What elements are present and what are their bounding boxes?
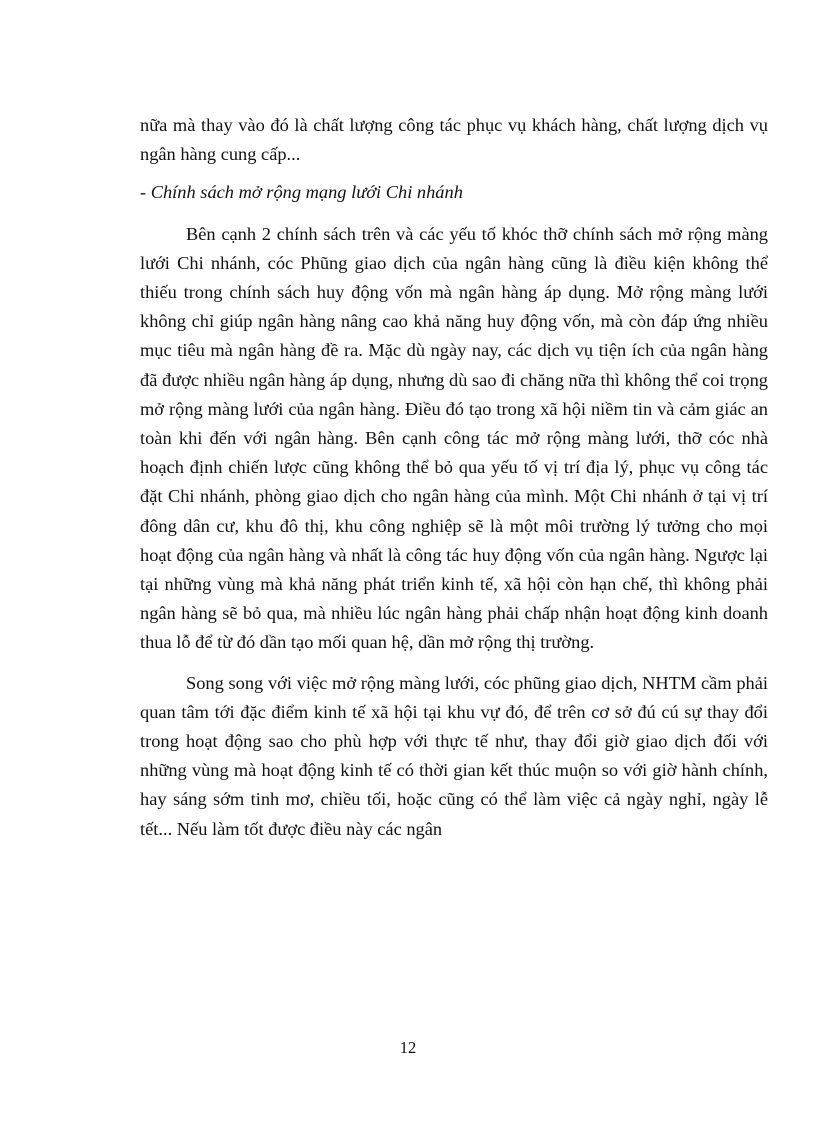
paragraph-branch-network: Bên cạnh 2 chính sách trên và các yếu tố khóc thỡ chính sách mở rộng màng lưới Chi nhánh, cóc Phũng giao dịch của ngân hàng cũng là điều kiện không thể thiếu trong chính sách huy động vốn mà ngân hàng áp dụng. Mở rộng màng lưới không chỉ giúp ngân hàng nâng cao khả năng huy động vốn, mà còn đáp ứng nhiều mục tiêu mà ngân hàng đề ra. Mặc dù ngày nay, các dịch vụ tiện ích của ngân hàng đã được nhiều ngân hàng áp dụng, nhưng dù sao đi chăng nữa thì không thể coi trọng mở rộng màng lưới của ngân hàng. Điều đó tạo trong xã hội niềm tin và cảm giác an toàn khi đến với ngân hàng. Bên cạnh công tác mở rộng màng lưới, thỡ cóc nhà hoạch định chiến lược cũng không thể bỏ qua yếu tố vị trí địa lý, phục vụ công tác đặt Chi nhánh, phòng giao dịch cho ngân hàng của mình. Một Chi nhánh ở tại vị trí đông dân cư, khu đô thị, khu công nghiệp sẽ là một môi trường lý tưởng cho mọi hoạt động của ngân hàng và nhất là công tác huy động vốn của ngân hàng. Ngược lại tại những vùng mà khả năng phát triển kinh tế, xã hội còn hạn chế, thì không phải ngân hàng sẽ bỏ qua, mà nhiều lúc ngân hàng phải chấp nhận hoạt động kinh doanh thua lỗ để từ đó dần tạo mối quan hệ, dần mở rộng thị trường. bbox=[140, 223, 769, 653]
paragraph-continuation: nữa mà thay vào đó là chất lượng công tác phục vụ khách hàng, chất lượng dịch vụ ngân hàng cung cấp... bbox=[140, 115, 768, 165]
body-text bbox=[140, 111, 768, 844]
paragraph-transaction-offices: Song song với việc mở rộng màng lưới, cóc phũng giao dịch, NHTM cầm phải quan tâm tới đặc điểm kinh tế xã hội tại khu vự đó, để trên cơ sở đú cú sự thay đổi trong hoạt động sao cho phù hợp với thực tế như, thay đổi giờ giao dịch đối với những vùng mà hoạt động kinh tế có thời gian kết thúc muộn so với giờ hành chính, hay sáng sớm tinh mơ, chiều tối, hoặc cũng có thể làm việc cả ngày nghỉ, ngày lễ tết... Nếu làm tốt được điều này các ngân bbox=[140, 672, 768, 839]
section-heading: - Chính sách mở rộng mạng lưới Chi nhánh bbox=[140, 182, 463, 203]
page-number: 12 bbox=[399, 1038, 417, 1057]
